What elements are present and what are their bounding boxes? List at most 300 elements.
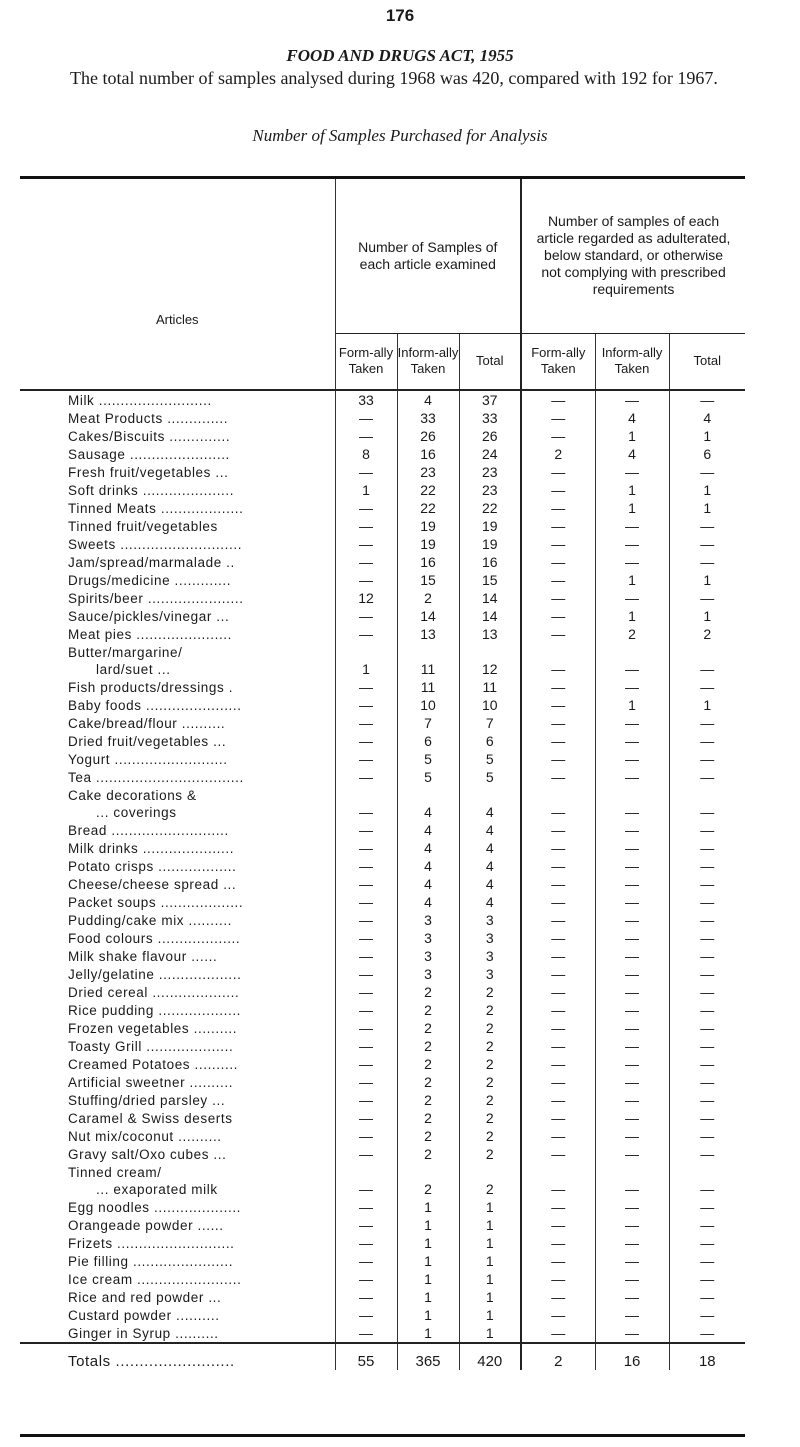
table-row xyxy=(20,1234,745,1252)
adulterated-total-cell: — xyxy=(669,714,745,732)
formally-cell: — xyxy=(335,1252,397,1270)
informally-cell: 19 xyxy=(397,535,459,553)
table-row xyxy=(20,390,745,409)
formally-cell: — xyxy=(335,607,397,625)
adulterated-formally-cell: — xyxy=(521,1234,595,1252)
informally-cell: 22 xyxy=(397,499,459,517)
table-row xyxy=(20,409,745,427)
adulterated-total-cell: — xyxy=(669,1198,745,1216)
article-name: Sweets ............................ xyxy=(68,536,243,552)
informally-cell: 2 xyxy=(397,589,459,607)
adulterated-informally-cell: — xyxy=(595,1234,669,1252)
adulterated-total-cell: — xyxy=(669,1055,745,1073)
adulterated-formally-cell: — xyxy=(521,1019,595,1037)
total-cell: 1 xyxy=(459,1252,521,1270)
article-name: Frozen vegetables .......... xyxy=(68,1020,238,1036)
formally-cell: — xyxy=(335,1234,397,1252)
adulterated-informally-cell: — xyxy=(595,643,669,678)
article-cell xyxy=(20,445,335,463)
header-total: Total xyxy=(459,333,521,390)
adulterated-formally-cell: — xyxy=(521,732,595,750)
adulterated-informally-cell: — xyxy=(595,983,669,1001)
article-cell xyxy=(20,390,335,409)
adulterated-informally-cell: — xyxy=(595,911,669,929)
header-informally: Inform-ally Taken xyxy=(397,333,459,390)
adulterated-informally-cell: — xyxy=(595,1306,669,1324)
adulterated-informally-cell: 1 xyxy=(595,607,669,625)
adulterated-total-cell: — xyxy=(669,1288,745,1306)
adulterated-total-cell: — xyxy=(669,1163,745,1198)
formally-cell: — xyxy=(335,1324,397,1343)
table-row xyxy=(20,1019,745,1037)
total-cell: 2 xyxy=(459,1073,521,1091)
adulterated-informally-cell: — xyxy=(595,875,669,893)
adulterated-formally-cell: — xyxy=(521,1109,595,1127)
article-cell xyxy=(20,732,335,750)
article-name: Pudding/cake mix .......... xyxy=(68,912,233,928)
informally-cell: 11 xyxy=(397,678,459,696)
article-cell xyxy=(20,1306,335,1324)
adulterated-informally-cell: — xyxy=(595,750,669,768)
total-cell: 2 xyxy=(459,1127,521,1145)
formally-cell: — xyxy=(335,1109,397,1127)
informally-cell: 2 xyxy=(397,1055,459,1073)
adulterated-formally-cell: — xyxy=(521,1145,595,1163)
adulterated-total-cell: — xyxy=(669,929,745,947)
table-row xyxy=(20,1145,745,1163)
article-name: Dried cereal .................... xyxy=(68,984,240,1000)
adulterated-total-cell: — xyxy=(669,1001,745,1019)
formally-cell: — xyxy=(335,625,397,643)
informally-cell: 4 xyxy=(397,857,459,875)
totals-label: Totals ......................... xyxy=(20,1343,335,1370)
adulterated-informally-cell: 1 xyxy=(595,499,669,517)
adulterated-informally-cell: — xyxy=(595,1252,669,1270)
adulterated-total-cell: — xyxy=(669,1073,745,1091)
total-cell: 16 xyxy=(459,553,521,571)
informally-cell: 3 xyxy=(397,965,459,983)
adulterated-total-cell: 4 xyxy=(669,409,745,427)
article-name: Rice and red powder ... xyxy=(68,1289,222,1305)
total-cell: 4 xyxy=(459,857,521,875)
table-row xyxy=(20,643,745,678)
article-name: Frizets ........................... xyxy=(68,1235,235,1251)
formally-cell: — xyxy=(335,499,397,517)
table-row xyxy=(20,821,745,839)
table-row xyxy=(20,1252,745,1270)
total-cell: 1 xyxy=(459,1324,521,1343)
informally-cell: 2 xyxy=(397,1001,459,1019)
table-row xyxy=(20,1037,745,1055)
table-row xyxy=(20,1216,745,1234)
article-name: Jam/spread/marmalade .. xyxy=(68,554,235,570)
table-row xyxy=(20,857,745,875)
adulterated-informally-cell: — xyxy=(595,1001,669,1019)
article-name: Potato crisps .................. xyxy=(68,858,237,874)
formally-cell: — xyxy=(335,696,397,714)
header-adulterated-total: Total xyxy=(669,333,745,390)
adulterated-total-cell: — xyxy=(669,535,745,553)
article-cell xyxy=(20,1073,335,1091)
article-name: Jelly/gelatine ................... xyxy=(68,966,242,982)
informally-cell: 4 xyxy=(397,390,459,409)
adulterated-informally-cell: 2 xyxy=(595,625,669,643)
table-row xyxy=(20,445,745,463)
adulterated-total-cell: — xyxy=(669,768,745,786)
article-name: Gravy salt/Oxo cubes ... xyxy=(68,1146,227,1162)
formally-cell: — xyxy=(335,1163,397,1198)
adulterated-total-cell: — xyxy=(669,1145,745,1163)
adulterated-formally-cell: — xyxy=(521,965,595,983)
total-cell: 13 xyxy=(459,625,521,643)
table-caption: Number of Samples Purchased for Analysis xyxy=(252,126,548,145)
table-row xyxy=(20,1001,745,1019)
adulterated-total-cell: 1 xyxy=(669,481,745,499)
article-cell xyxy=(20,535,335,553)
formally-cell: 8 xyxy=(335,445,397,463)
table-row xyxy=(20,786,745,821)
article-cell xyxy=(20,1216,335,1234)
adulterated-total-cell: — xyxy=(669,839,745,857)
adulterated-total-cell: 1 xyxy=(669,571,745,589)
adulterated-total-cell: — xyxy=(669,643,745,678)
page-number: 176 xyxy=(385,6,415,25)
adulterated-formally-cell: — xyxy=(521,1306,595,1324)
adulterated-formally-cell: — xyxy=(521,643,595,678)
adulterated-informally-cell: — xyxy=(595,947,669,965)
formally-cell: — xyxy=(335,1198,397,1216)
adulterated-informally-cell: — xyxy=(595,589,669,607)
total-cell: 26 xyxy=(459,427,521,445)
article-cell xyxy=(20,463,335,481)
article-cell xyxy=(20,607,335,625)
adulterated-formally-cell: — xyxy=(521,1163,595,1198)
formally-cell: — xyxy=(335,1127,397,1145)
formally-cell: 12 xyxy=(335,589,397,607)
article-name: Baby foods ...................... xyxy=(68,697,242,713)
total-cell: 15 xyxy=(459,571,521,589)
adulterated-informally-cell: — xyxy=(595,1324,669,1343)
total-cell: 7 xyxy=(459,714,521,732)
adulterated-informally-cell: — xyxy=(595,1163,669,1198)
adulterated-informally-cell: — xyxy=(595,1288,669,1306)
total-cell: 11 xyxy=(459,678,521,696)
formally-cell: — xyxy=(335,1019,397,1037)
article-cell xyxy=(20,1037,335,1055)
samples-table-frame xyxy=(20,176,745,1437)
article-cell xyxy=(20,1127,335,1145)
table-row xyxy=(20,553,745,571)
article-cell xyxy=(20,1019,335,1037)
total-cell: 33 xyxy=(459,409,521,427)
adulterated-formally-cell: — xyxy=(521,1037,595,1055)
table-row xyxy=(20,875,745,893)
adulterated-informally-cell: — xyxy=(595,390,669,409)
total-cell: 3 xyxy=(459,911,521,929)
article-name: Artificial sweetner .......... xyxy=(68,1074,234,1090)
informally-cell: 4 xyxy=(397,875,459,893)
adulterated-formally-cell: — xyxy=(521,1127,595,1145)
total-cell: 4 xyxy=(459,821,521,839)
table-row xyxy=(20,1091,745,1109)
table-row xyxy=(20,607,745,625)
informally-cell: 1 xyxy=(397,1306,459,1324)
adulterated-formally-cell: — xyxy=(521,427,595,445)
adulterated-informally-cell: — xyxy=(595,1037,669,1055)
article-name: Spirits/beer ...................... xyxy=(68,590,244,606)
total-cell: 3 xyxy=(459,965,521,983)
total-cell: 2 xyxy=(459,1055,521,1073)
adulterated-informally-cell: — xyxy=(595,1019,669,1037)
adulterated-informally-cell: 1 xyxy=(595,481,669,499)
adulterated-formally-cell: — xyxy=(521,768,595,786)
adulterated-total-cell: — xyxy=(669,965,745,983)
adulterated-total-cell: — xyxy=(669,857,745,875)
article-name: Tea .................................. xyxy=(68,769,244,785)
informally-cell: 1 xyxy=(397,1252,459,1270)
article-cell xyxy=(20,750,335,768)
total-cell: 1 xyxy=(459,1288,521,1306)
adulterated-formally-cell: — xyxy=(521,517,595,535)
adulterated-informally-cell: — xyxy=(595,929,669,947)
formally-cell: — xyxy=(335,821,397,839)
article-cell xyxy=(20,857,335,875)
adulterated-total-cell: — xyxy=(669,911,745,929)
table-row xyxy=(20,1073,745,1091)
total-cell: 3 xyxy=(459,947,521,965)
informally-cell: 15 xyxy=(397,571,459,589)
article-name-continued: ... exaporated milk xyxy=(96,1182,218,1197)
adulterated-total-cell: 1 xyxy=(669,607,745,625)
article-name: Packet soups ................... xyxy=(68,894,244,910)
table-row xyxy=(20,1055,745,1073)
adulterated-total-cell: — xyxy=(669,589,745,607)
article-name: Stuffing/dried parsley ... xyxy=(68,1092,226,1108)
article-name-continued: lard/suet ... xyxy=(96,662,171,677)
adulterated-informally-cell: — xyxy=(595,553,669,571)
totals-adulterated-total-cell: 18 xyxy=(669,1343,745,1370)
table-row xyxy=(20,517,745,535)
total-cell: 4 xyxy=(459,786,521,821)
total-cell: 4 xyxy=(459,839,521,857)
article-cell xyxy=(20,1163,335,1198)
formally-cell: — xyxy=(335,463,397,481)
article-name: Cheese/cheese spread ... xyxy=(68,876,237,892)
adulterated-formally-cell: — xyxy=(521,499,595,517)
total-cell: 2 xyxy=(459,1019,521,1037)
adulterated-formally-cell: — xyxy=(521,929,595,947)
total-cell: 4 xyxy=(459,893,521,911)
adulterated-total-cell: — xyxy=(669,1270,745,1288)
table-row xyxy=(20,965,745,983)
article-name: Yogurt .......................... xyxy=(68,751,228,767)
article-name: Sauce/pickles/vinegar ... xyxy=(68,608,230,624)
formally-cell: — xyxy=(335,409,397,427)
table-row xyxy=(20,929,745,947)
total-cell: 2 xyxy=(459,1037,521,1055)
article-name: Drugs/medicine ............. xyxy=(68,572,232,588)
article-name: Meat pies ...................... xyxy=(68,626,232,642)
total-cell: 2 xyxy=(459,1145,521,1163)
formally-cell: — xyxy=(335,1091,397,1109)
informally-cell: 7 xyxy=(397,714,459,732)
formally-cell: — xyxy=(335,553,397,571)
adulterated-total-cell: — xyxy=(669,983,745,1001)
adulterated-informally-cell: — xyxy=(595,857,669,875)
article-cell xyxy=(20,1198,335,1216)
adulterated-formally-cell: — xyxy=(521,983,595,1001)
total-cell: 2 xyxy=(459,1091,521,1109)
article-cell xyxy=(20,911,335,929)
table-body xyxy=(20,390,745,1370)
table-row xyxy=(20,1198,745,1216)
samples-table xyxy=(20,179,745,1370)
formally-cell: — xyxy=(335,983,397,1001)
article-cell xyxy=(20,481,335,499)
adulterated-formally-cell: — xyxy=(521,607,595,625)
informally-cell: 1 xyxy=(397,1270,459,1288)
informally-cell: 4 xyxy=(397,821,459,839)
formally-cell: — xyxy=(335,571,397,589)
informally-cell: 1 xyxy=(397,1198,459,1216)
adulterated-formally-cell: — xyxy=(521,409,595,427)
formally-cell: 1 xyxy=(335,481,397,499)
table-row xyxy=(20,983,745,1001)
formally-cell: — xyxy=(335,768,397,786)
table-row xyxy=(20,768,745,786)
article-name: Orangeade powder ...... xyxy=(68,1217,224,1233)
informally-cell: 1 xyxy=(397,1216,459,1234)
total-cell: 2 xyxy=(459,1109,521,1127)
article-cell xyxy=(20,643,335,678)
adulterated-formally-cell: — xyxy=(521,1288,595,1306)
total-cell: 1 xyxy=(459,1198,521,1216)
table-row xyxy=(20,893,745,911)
article-name: Cakes/Biscuits .............. xyxy=(68,428,231,444)
adulterated-total-cell: — xyxy=(669,1037,745,1055)
formally-cell: — xyxy=(335,678,397,696)
adulterated-informally-cell: — xyxy=(595,1198,669,1216)
formally-cell: — xyxy=(335,911,397,929)
adulterated-total-cell: 1 xyxy=(669,427,745,445)
page-title: FOOD AND DRUGS ACT, 1955 xyxy=(286,46,514,65)
total-cell: 10 xyxy=(459,696,521,714)
formally-cell: — xyxy=(335,947,397,965)
informally-cell: 16 xyxy=(397,553,459,571)
article-cell xyxy=(20,983,335,1001)
formally-cell: — xyxy=(335,1270,397,1288)
informally-cell: 14 xyxy=(397,607,459,625)
total-cell: 14 xyxy=(459,589,521,607)
article-cell xyxy=(20,1288,335,1306)
informally-cell: 5 xyxy=(397,750,459,768)
article-name: Nut mix/coconut .......... xyxy=(68,1128,222,1144)
adulterated-formally-cell: — xyxy=(521,1252,595,1270)
article-cell xyxy=(20,821,335,839)
adulterated-total-cell: — xyxy=(669,1216,745,1234)
total-cell: 37 xyxy=(459,390,521,409)
total-cell: 1 xyxy=(459,1216,521,1234)
article-name: Pie filling ....................... xyxy=(68,1253,234,1269)
adulterated-total-cell: — xyxy=(669,893,745,911)
article-name: Caramel & Swiss deserts xyxy=(68,1110,233,1126)
adulterated-informally-cell: 4 xyxy=(595,445,669,463)
adulterated-total-cell: — xyxy=(669,463,745,481)
adulterated-informally-cell: — xyxy=(595,1091,669,1109)
adulterated-informally-cell: — xyxy=(595,1145,669,1163)
adulterated-total-cell: — xyxy=(669,750,745,768)
adulterated-informally-cell: — xyxy=(595,1270,669,1288)
informally-cell: 2 xyxy=(397,1127,459,1145)
table-row xyxy=(20,571,745,589)
article-cell xyxy=(20,625,335,643)
header-adulterated-informally: Inform-ally Taken xyxy=(595,333,669,390)
adulterated-total-cell: — xyxy=(669,1109,745,1127)
article-name: Toasty Grill .................... xyxy=(68,1038,234,1054)
article-name: Custard powder .......... xyxy=(68,1307,220,1323)
table-row xyxy=(20,499,745,517)
adulterated-total-cell: — xyxy=(669,1019,745,1037)
adulterated-formally-cell: — xyxy=(521,1091,595,1109)
article-cell xyxy=(20,409,335,427)
article-name: Butter/margarine/ xyxy=(68,645,183,660)
total-cell: 1 xyxy=(459,1234,521,1252)
article-cell xyxy=(20,571,335,589)
totals-total-cell: 420 xyxy=(459,1343,521,1370)
adulterated-total-cell: — xyxy=(669,1234,745,1252)
table-row xyxy=(20,589,745,607)
article-cell xyxy=(20,1091,335,1109)
adulterated-formally-cell: — xyxy=(521,463,595,481)
table-row xyxy=(20,625,745,643)
formally-cell: — xyxy=(335,857,397,875)
adulterated-formally-cell: — xyxy=(521,839,595,857)
formally-cell: — xyxy=(335,1288,397,1306)
adulterated-total-cell: — xyxy=(669,517,745,535)
formally-cell: 1 xyxy=(335,643,397,678)
adulterated-total-cell: — xyxy=(669,1091,745,1109)
table-row xyxy=(20,1163,745,1198)
adulterated-total-cell: — xyxy=(669,947,745,965)
informally-cell: 3 xyxy=(397,929,459,947)
adulterated-formally-cell: — xyxy=(521,875,595,893)
formally-cell: — xyxy=(335,714,397,732)
total-cell: 1 xyxy=(459,1306,521,1324)
adulterated-informally-cell: — xyxy=(595,1073,669,1091)
header-adulterated-formally: Form-ally Taken xyxy=(521,333,595,390)
article-cell xyxy=(20,965,335,983)
adulterated-formally-cell: — xyxy=(521,714,595,732)
adulterated-formally-cell: — xyxy=(521,750,595,768)
article-cell xyxy=(20,893,335,911)
adulterated-informally-cell: 1 xyxy=(595,427,669,445)
totals-formally-cell: 55 xyxy=(335,1343,397,1370)
adulterated-informally-cell: — xyxy=(595,821,669,839)
article-cell xyxy=(20,839,335,857)
informally-cell: 33 xyxy=(397,409,459,427)
informally-cell: 1 xyxy=(397,1288,459,1306)
adulterated-informally-cell: — xyxy=(595,1127,669,1145)
table-row xyxy=(20,1270,745,1288)
adulterated-formally-cell: — xyxy=(521,390,595,409)
table-row xyxy=(20,732,745,750)
adulterated-formally-cell: — xyxy=(521,1324,595,1343)
article-name: Egg noodles .................... xyxy=(68,1199,242,1215)
totals-adulterated-informally-cell: 16 xyxy=(595,1343,669,1370)
adulterated-total-cell: — xyxy=(669,553,745,571)
total-cell: 12 xyxy=(459,643,521,678)
article-cell xyxy=(20,1252,335,1270)
